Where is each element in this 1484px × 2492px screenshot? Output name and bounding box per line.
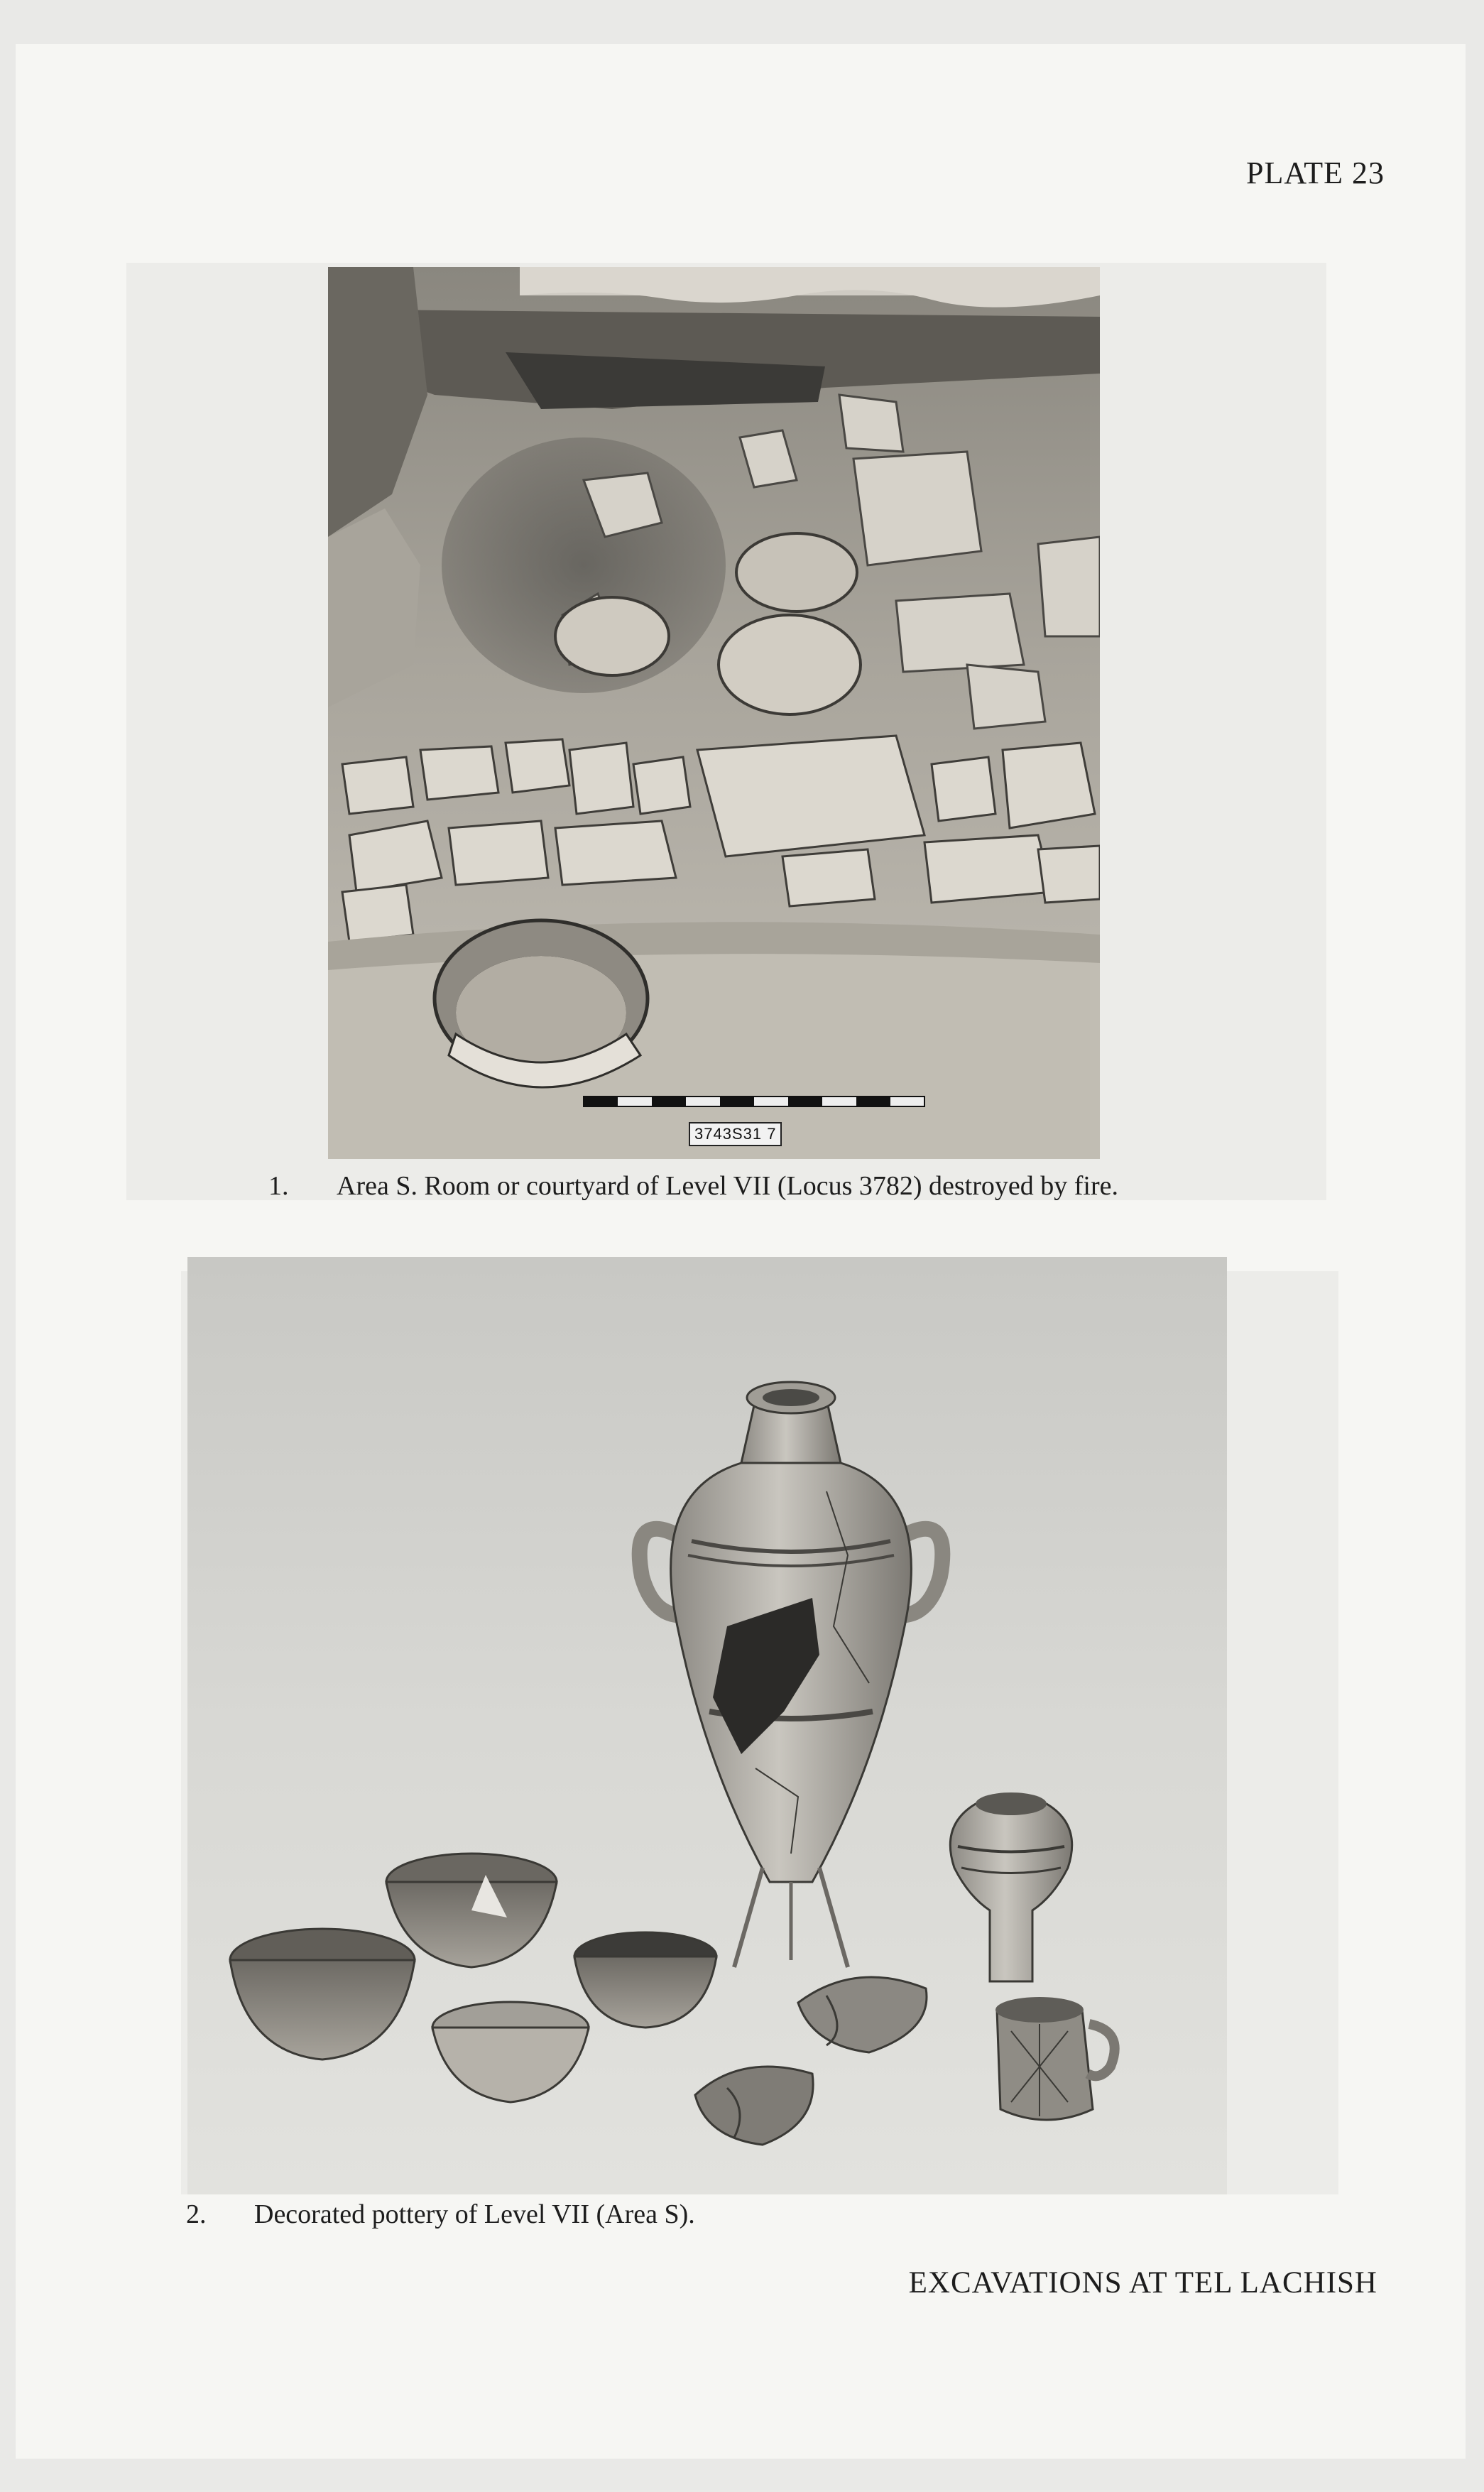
figure-2-caption [186,2199,1180,2233]
figure-2-text: Decorated pottery of Level VII (Area S). [254,2199,695,2229]
figure-1-number: 1. [268,1171,289,1201]
scale-label: 3743S31 7 [689,1122,782,1146]
pottery-photo [187,1257,1227,2194]
publication-title: EXCAVATIONS AT TEL LACHISH [908,2266,1377,2300]
figure-2-number: 2. [186,2199,207,2229]
figure-1-text: Area S. Room or courtyard of Level VII (Locus 3782) destroyed by fire. [337,1171,1118,1201]
figure-1-caption [268,1170,1262,1204]
excavation-photo [328,267,1100,1159]
plate-number: PLATE 23 [1246,156,1385,190]
